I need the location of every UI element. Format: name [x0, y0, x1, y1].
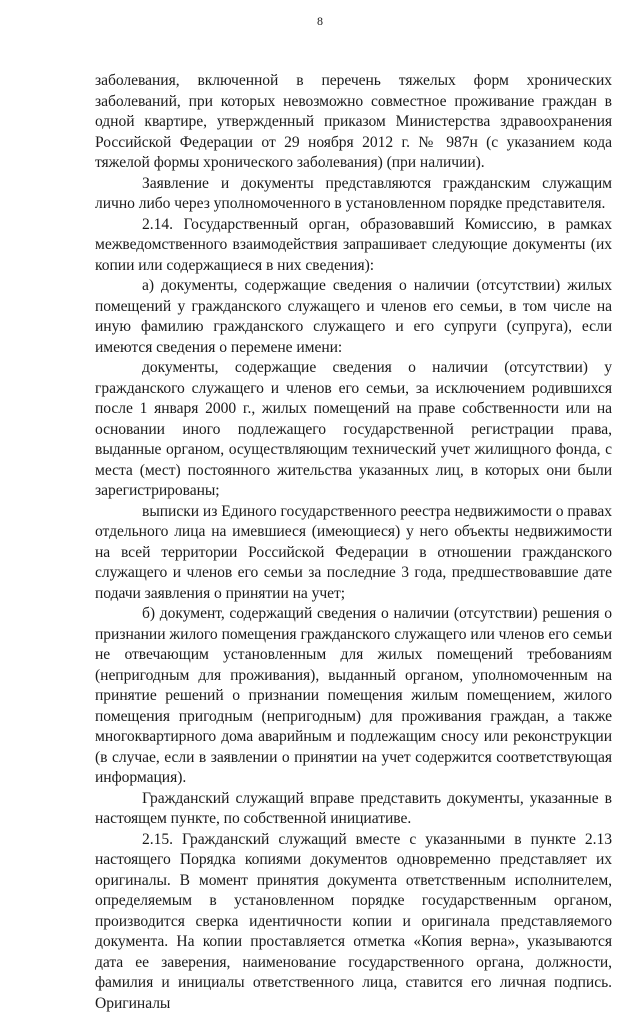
paragraph-registry-extracts: выписки из Единого государственного реестра недвижимости о правах отдельного лица на имевшиеся (имеющиеся) у него объекты недвижимости на всей территории Российской Федерации в отношении гражданского служащего и членов его семьи за последние 3 года, предшествовавшие дате подачи заявления о принятии на учет;	[95, 502, 612, 605]
paragraph-item-b: б) документ, содержащий сведения о наличии (отсутствии) решения о признании жилого помещения гражданского служащего или членов его семьи не отвечающим установленным для жилых помещений требованиям (непригодным для проживания), выданный органом, уполномоченным на принятие решений о признании помещения жилым помещением, жилого помещения пригодным (непригодным) для проживания граждан, а также многоквартирного дома аварийным и подлежащим сносу или реконструкции (в случае, если в заявлении о принятии на учет содержится соответствующая информация).	[95, 604, 612, 789]
page-number: 8	[0, 14, 640, 28]
paragraph-housing-records: документы, содержащие сведения о наличии (отсутствии) у гражданского служащего и членов его семьи, за исключением родившихся после 1 января 2000 г., жилых помещений на праве собственности или на основании иного подлежащего государственной регистрации права, выданные органом, осуществляющим технический учет жилищного фонда, с места (мест) постоянного жительства указанных лиц, в которых они были зарегистрированы;	[95, 358, 612, 502]
paragraph-submission-method: Заявление и документы представляются гражданским служащим лично либо через уполномоченного в установленном порядке представителя.	[95, 174, 612, 215]
paragraph-2-15: 2.15. Гражданский служащий вместе с указанными в пункте 2.13 настоящего Порядка копиями документов одновременно представляет их оригиналы. В момент принятия документа ответственным исполнителем, определяемым в установленном порядке государственным органом, производится сверка идентичности копии и оригинала представляемого документа. На копии проставляется отметка «Копия верна», указываются дата ее заверения, наименование государственного органа, должности, фамилия и инициалы ответственного лица, ставится его личная подпись. Оригиналы	[95, 830, 612, 1014]
paragraph-2-14: 2.14. Государственный орган, образовавший Комиссию, в рамках межведомственного взаимодействия запрашивает следующие документы (их копии или содержащиеся в них сведения):	[95, 215, 612, 277]
paragraph-item-a: а) документы, содержащие сведения о наличии (отсутствии) жилых помещений у гражданского служащего и членов его семьи, в том числе на иную фамилию гражданского служащего и его супруги (супруга), если имеются сведения о перемене имени:	[95, 276, 612, 358]
document-body	[95, 71, 612, 1014]
paragraph-own-initiative: Гражданский служащий вправе представить документы, указанные в настоящем пункте, по собственной инициативе.	[95, 789, 612, 830]
paragraph-disease-list: заболевания, включенной в перечень тяжелых форм хронических заболеваний, при которых невозможно совместное проживание граждан в одной квартире, утвержденный приказом Министерства здравоохранения Российской Федерации от 29 ноября 2012 г. № 987н (с указанием кода тяжелой формы хронического заболевания) (при наличии).	[95, 71, 612, 174]
